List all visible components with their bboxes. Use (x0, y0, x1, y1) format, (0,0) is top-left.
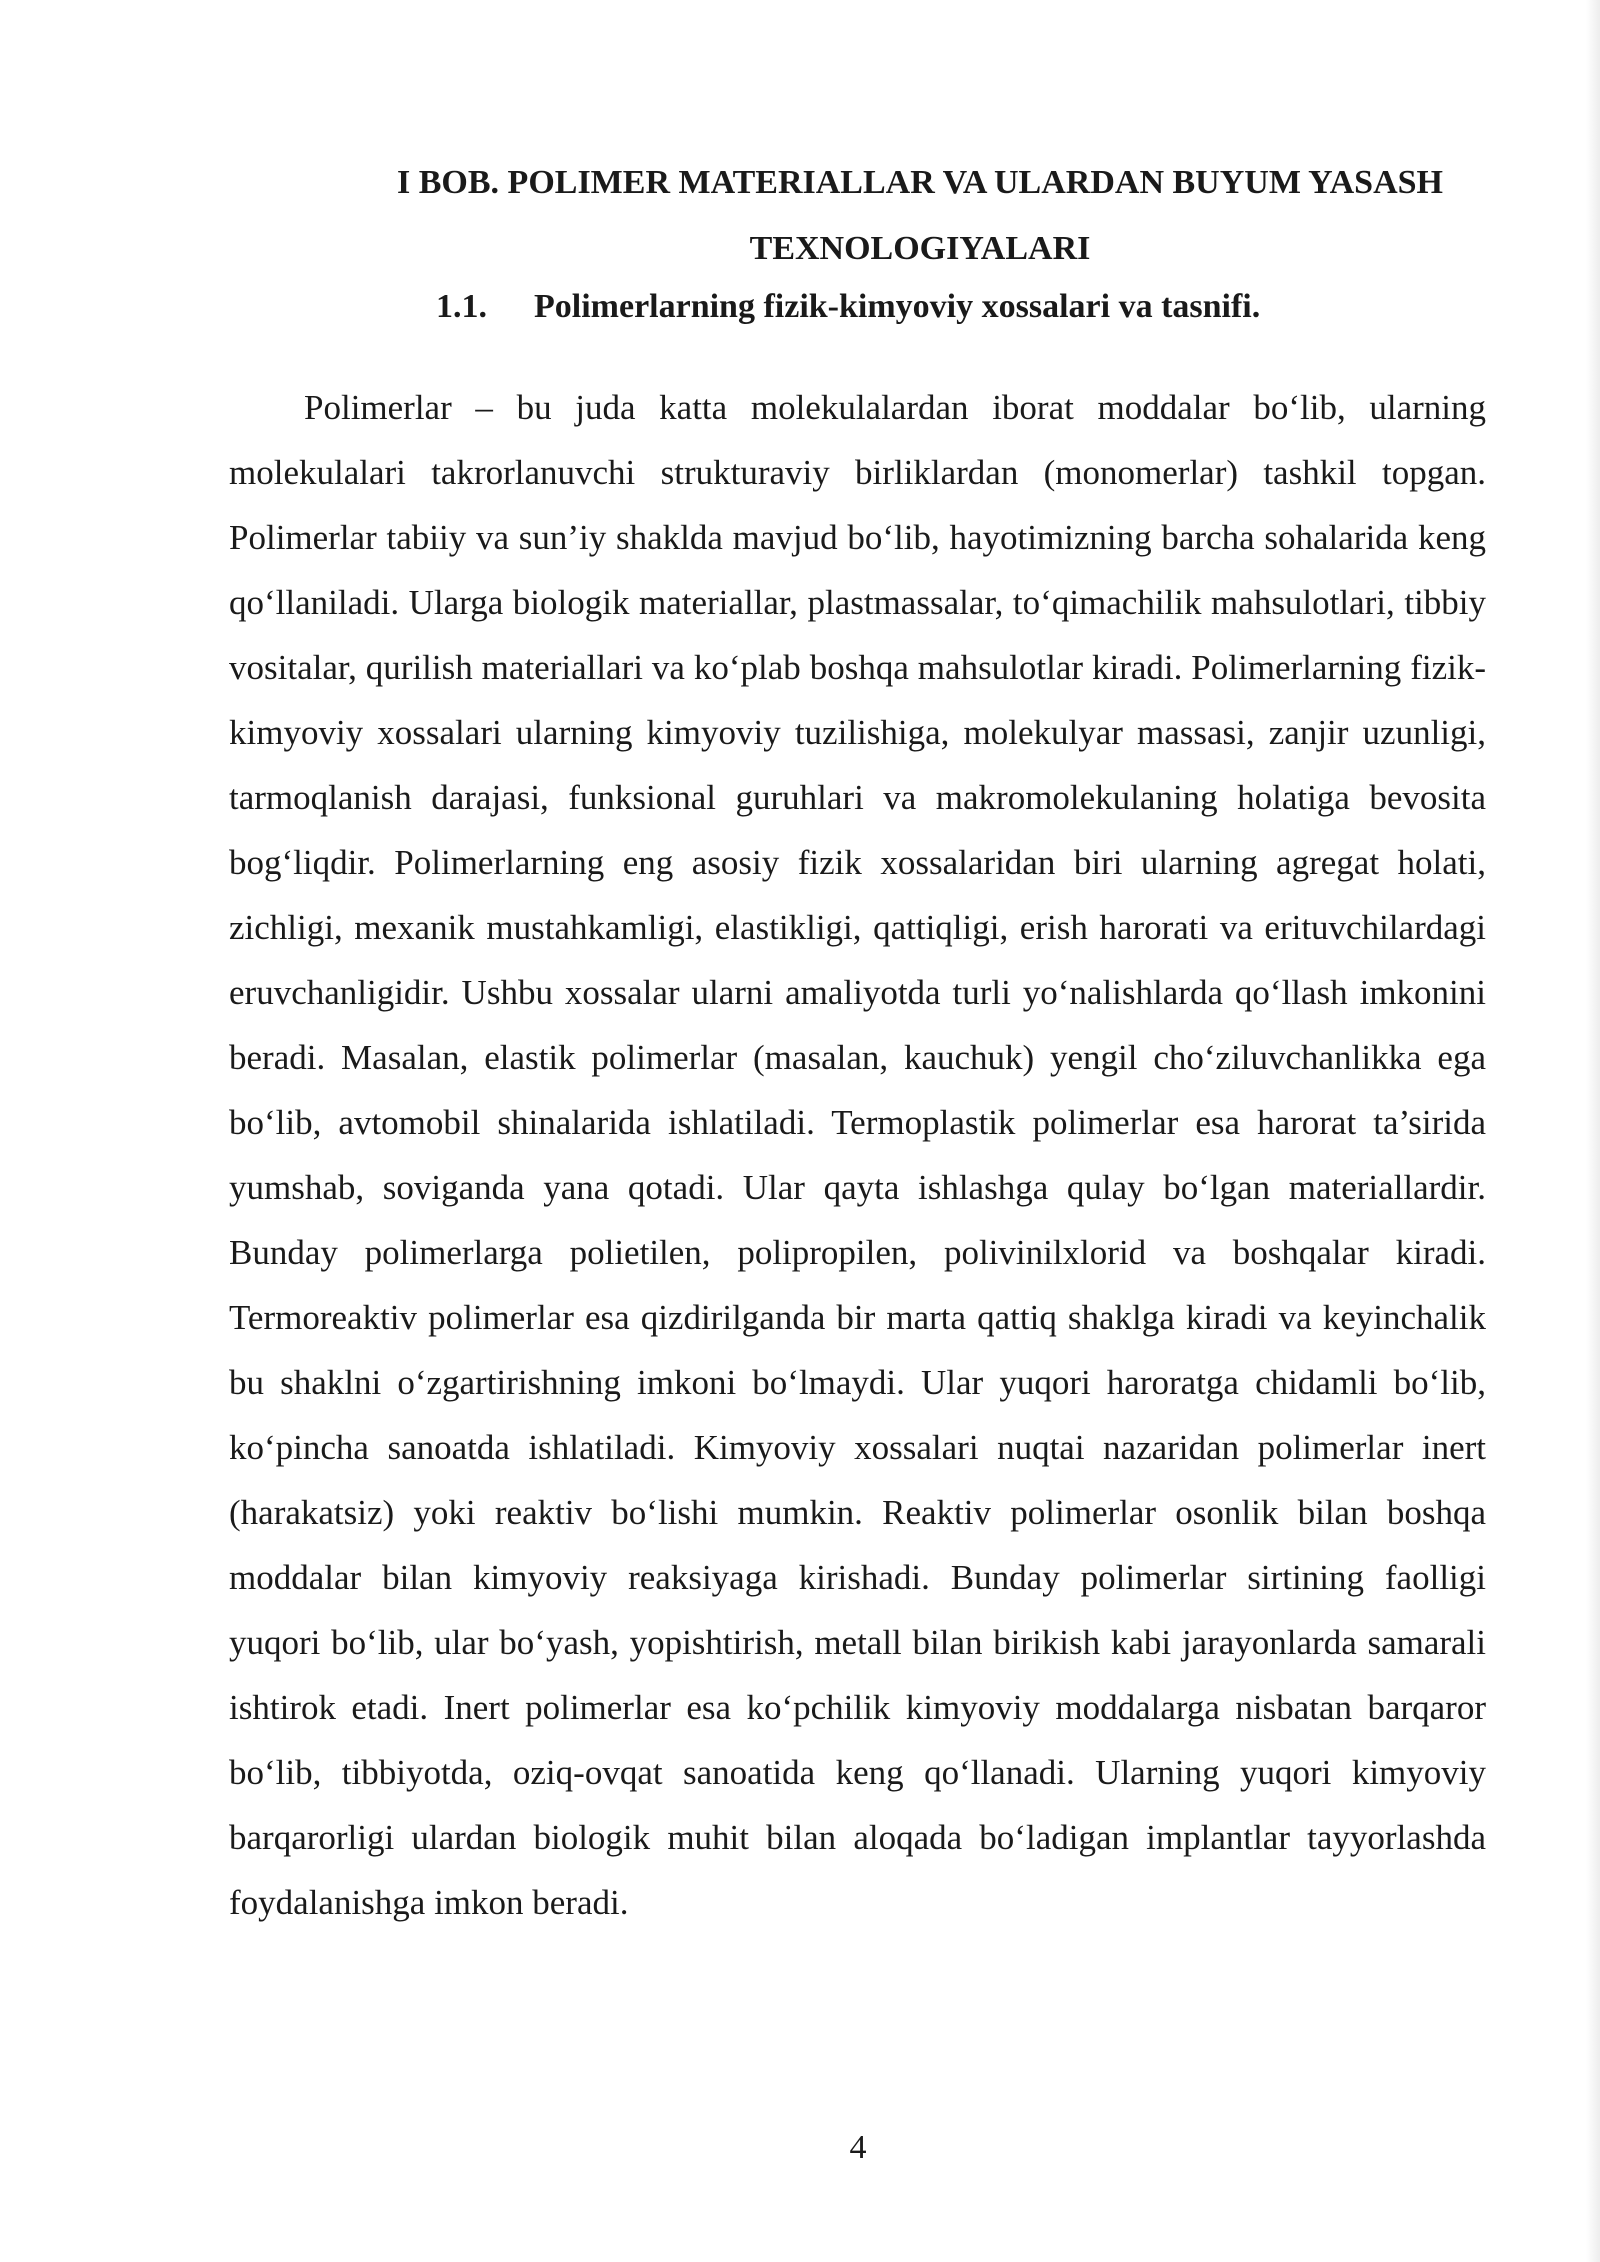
section-title: Polimerlarning fizik-kimyoviy xossalari va tasnifi. (534, 288, 1261, 325)
section-heading (436, 277, 1536, 337)
body-paragraph: Polimerlar – bu juda katta molekulalardan iborat moddalar bo‘lib, ularning molekulalari takrorlanuvchi strukturaviy birliklardan (monomerlar) tashkil topgan. Polimerlar tabiiy va sun’iy shaklda mavjud bo‘lib, hayotimizning barcha sohalarida keng qo‘llaniladi. Ularga biologik materiallar, plastmassalar, to‘qimachilik mahsulotlari, tibbiy vositalar, qurilish materiallari va ko‘plab boshqa mahsulotlar kiradi. Polimerlarning fizik-kimyoviy xossalari ularning kimyoviy tuzilishiga, molekulyar massasi, zanjir uzunligi, tarmoqlanish darajasi, funksional guruhlari va makromolekulaning holatiga bevosita bog‘liqdir. Polimerlarning eng asosiy fizik xossalaridan biri ularning agregat holati, zichligi, mexanik mustahkamligi, elastikligi, qattiqligi, erish harorati va erituvchilardagi eruvchanligidir. Ushbu xossalar ularni amaliyotda turli yo‘nalishlarda qo‘llash imkonini beradi. Masalan, elastik polimerlar (masalan, kauchuk) yengil cho‘ziluvchanlikka ega bo‘lib, avtomobil shinalarida ishlatiladi. Termoplastik polimerlar esa harorat ta’sirida yumshab, soviganda yana qotadi. Ular qayta ishlashga qulay bo‘lgan materiallardir. Bunday polimerlarga polietilen, polipropilen, polivinilxlorid va boshqalar kiradi. Termoreaktiv polimerlar esa qizdirilganda bir marta qattiq shaklga kiradi va keyinchalik bu shaklni o‘zgartirishning imkoni bo‘lmaydi. Ular yuqori haroratga chidamli bo‘lib, ko‘pincha sanoatda ishlatiladi. Kimyoviy xossalari nuqtai nazaridan polimerlar inert (harakatsiz) yoki reaktiv bo‘lishi mumkin. Reaktiv polimerlar osonlik bilan boshqa moddalar bilan kimyoviy reaksiyaga kirishadi. Bunday polimerlar sirtining faolligi yuqori bo‘lib, ular bo‘yash, yopishtirish, metall bilan birikish kabi jarayonlarda samarali ishtirok etadi. Inert polimerlar esa ko‘pchilik kimyoviy moddalarga nisbatan barqaror bo‘lib, tibbiyotda, oziq-ovqat sanoatida keng qo‘llanadi. Ularning yuqori kimyoviy barqarorligi ulardan biologik muhit bilan aloqada bo‘ladigan implantlar tayyorlashda foydalanishga imkon beradi. (229, 388, 1486, 1922)
section-number: 1.1. (436, 288, 487, 325)
chapter-title: I BOB. POLIMER MATERIALLAR VA ULARDAN BUYUM YASASH TEXNOLOGIYALARI (397, 164, 1443, 267)
page-edge-shadow (1586, 0, 1600, 2262)
page-number: 4 (849, 2129, 867, 2166)
